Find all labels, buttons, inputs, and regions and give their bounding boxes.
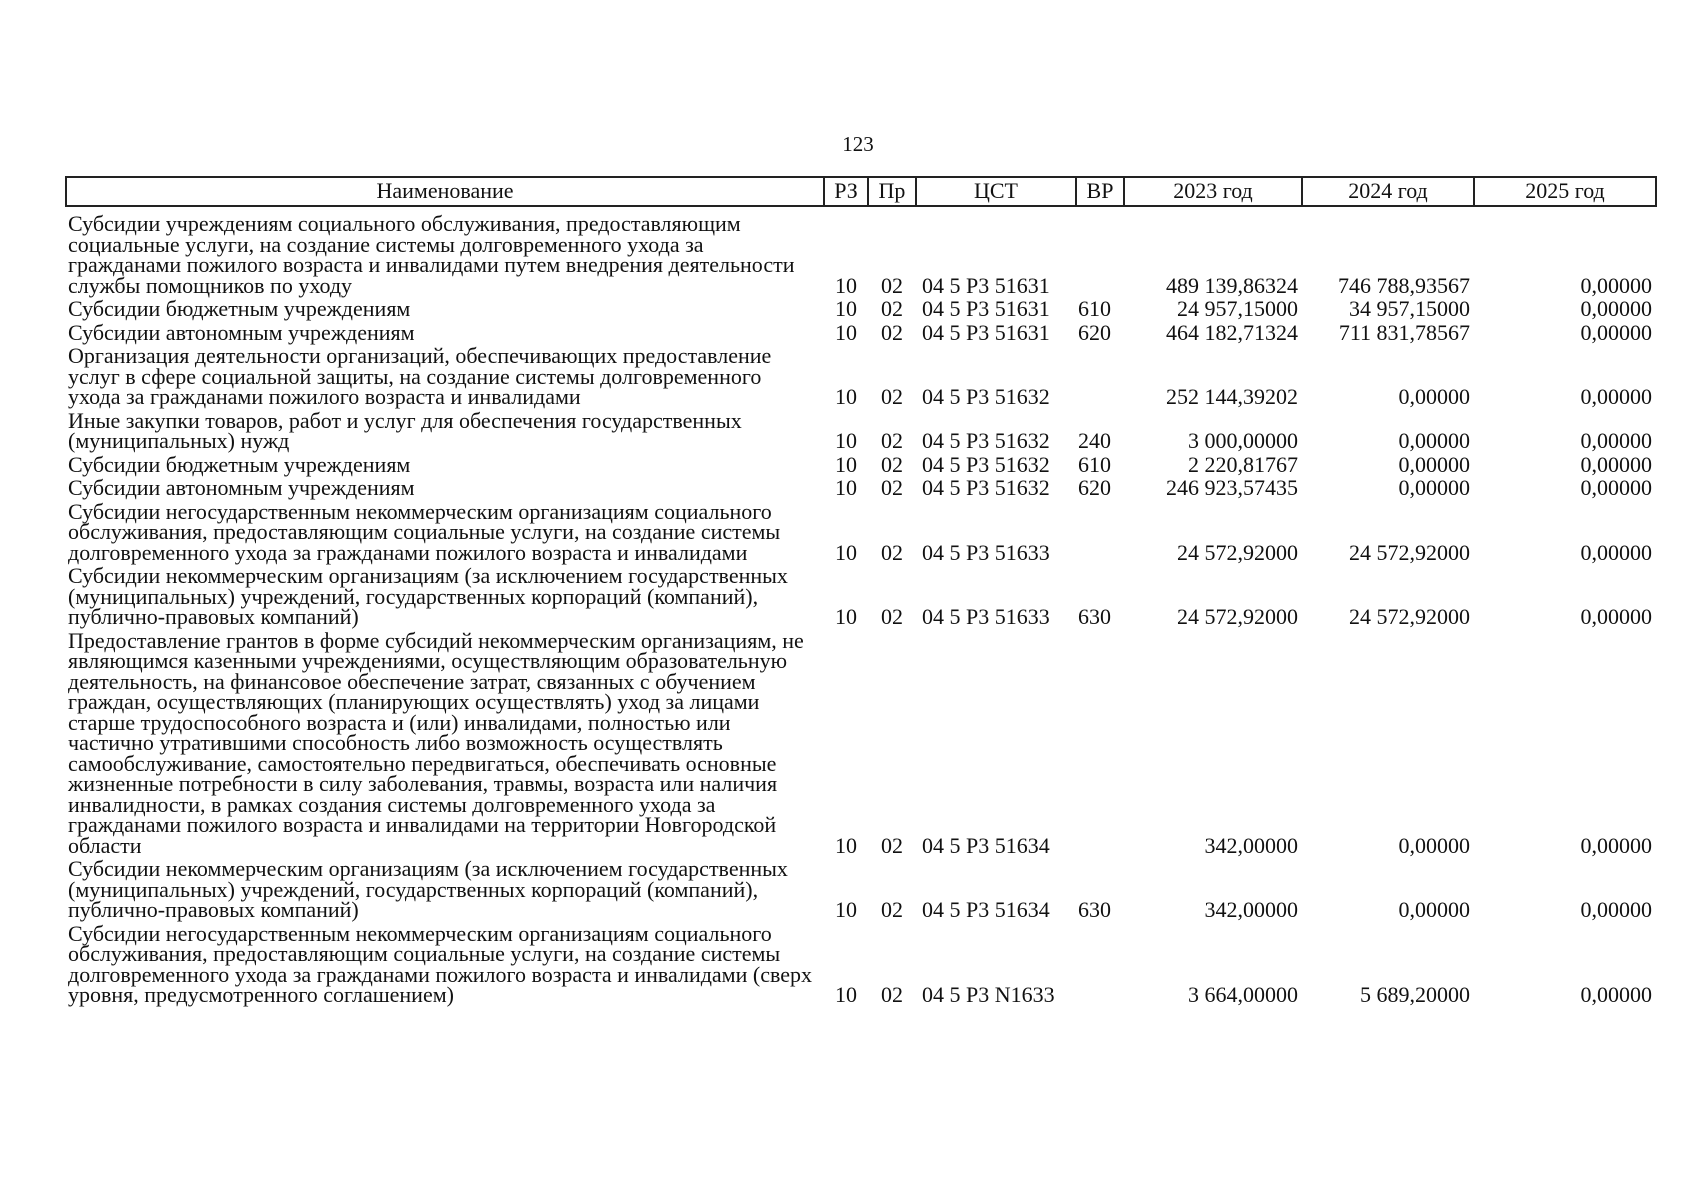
row-rz: 10 [835,319,857,345]
row-amount-2025: 0,00000 [1580,428,1652,453]
row-rz: 10 [835,982,857,1007]
row-vr: 630 [1078,897,1111,922]
row-amount-2025: 0,00000 [1580,475,1652,500]
row-pr: 02 [881,428,903,453]
row-rz: 10 [835,451,857,477]
table-row [66,454,1656,478]
table-row [66,477,1656,501]
row-amount-2025: 0,00000 [1580,296,1652,321]
page-number: 123 [842,132,874,156]
row-pr: 02 [881,475,903,500]
row-pr: 02 [881,897,903,922]
row-cst: 04 5 Р3 51631 [922,296,1050,321]
row-amount-2023: 3 664,00000 [1188,982,1298,1007]
row-amount-2025: 0,00000 [1580,272,1652,298]
row-amount-2024: 0,00000 [1398,897,1470,922]
row-rz: 10 [835,384,857,409]
header-2025: 2025 год [1474,177,1656,206]
row-rz: 10 [835,897,857,922]
row-amount-2024: 24 572,92000 [1349,539,1470,565]
row-pr: 02 [881,296,903,321]
row-amount-2025: 0,00000 [1580,604,1652,629]
row-name: Субсидии учреждениям социального обслуживания, предоставляющим социальные услуги, на создание системы долговременного ухода за гражданами пожилого возраста и инвалидами путем внедрения деятельности службы помощников по уходу [68,211,795,298]
row-name: Предоставление грантов в форме субсидий некоммерческим организациям, не являющимся казенными учреждениями, осуществляющим образовательную деятельность, на финансовое обеспечение затрат, связанных с обучением граждан, осуществляющих (планирующих осуществлять) уход за лицами старше трудоспособного возраста и (или) инвалидами, полностью или частично утратившими способность либо возможность осуществлять самообслуживание, самостоятельно передвигаться, обеспечивать основные жизненные потребности в силу заболевания, травмы, возраста или наличия инвалидности, в рамках создания системы долговременного ухода за гражданами пожилого возраста и инвалидами на территории Новгородской области [68,627,804,858]
row-pr: 02 [881,384,903,409]
row-vr [1076,206,1124,298]
row-rz: 10 [835,272,857,298]
row-vr [1076,630,1124,859]
row-amount-2024: 0,00000 [1398,428,1470,453]
row-amount-2023: 464 182,71324 [1166,319,1298,345]
row-amount-2025: 0,00000 [1580,897,1652,922]
row-name: Субсидии негосударственным некоммерческим организациям социального обслуживания, предоставляющим социальные услуги, на создание системы долговременного ухода за гражданами пожилого возраста и инвалидами [68,498,781,565]
header-2024: 2024 год [1302,177,1474,206]
row-cst: 04 5 Р3 51631 [922,272,1050,298]
row-vr [1076,923,1124,1008]
row-amount-2024: 0,00000 [1398,451,1470,477]
row-cst: 04 5 Р3 51632 [922,384,1050,409]
row-cst: 04 5 Р3 51634 [922,832,1050,858]
row-amount-2024: 24 572,92000 [1349,604,1470,629]
row-rz: 10 [835,296,857,321]
header-2023: 2023 год [1124,177,1302,206]
row-pr: 02 [881,451,903,477]
row-amount-2023: 3 000,00000 [1188,428,1298,453]
row-amount-2024: 34 957,15000 [1349,296,1470,321]
row-amount-2024: 0,00000 [1398,475,1470,500]
row-name: Субсидии некоммерческим организациям (за исключением государственных (муниципальных) учреждений, государственных корпораций (компаний), публично-правовых компаний) [68,563,788,629]
row-vr [1076,501,1124,566]
row-amount-2025: 0,00000 [1580,539,1652,565]
table-row [66,345,1656,410]
row-amount-2023: 2 220,81767 [1188,451,1298,477]
row-vr: 240 [1078,428,1111,453]
row-amount-2023: 252 144,39202 [1166,384,1298,409]
table-body [66,206,1656,1008]
row-pr: 02 [881,604,903,629]
row-amount-2025: 0,00000 [1580,319,1652,345]
row-amount-2023: 489 139,86324 [1166,272,1298,298]
row-amount-2025: 0,00000 [1580,982,1652,1007]
row-name: Организация деятельности организаций, обеспечивающих предоставление услуг в сфере социальной защиты, на создание системы долговременного ухода за гражданами пожилого возраста и инвалидами [68,343,772,409]
row-amount-2023: 24 572,92000 [1177,604,1298,629]
row-cst: 04 5 Р3 51631 [922,319,1050,345]
row-name: Субсидии бюджетным учреждениям [68,296,411,321]
row-rz: 10 [835,475,857,500]
row-rz: 10 [835,539,857,565]
row-cst: 04 5 Р3 51632 [922,451,1050,477]
row-name: Субсидии негосударственным некоммерческим организациям социального обслуживания, предоставляющим социальные услуги, на создание системы долговременного ухода за гражданами пожилого возраста и инвалидами (сверх уровня, предусмотренного соглашением) [68,920,812,1007]
row-amount-2023: 342,00000 [1204,832,1298,858]
row-pr: 02 [881,319,903,345]
row-cst: 04 5 Р3 N1633 [922,982,1055,1007]
row-amount-2025: 0,00000 [1580,384,1652,409]
row-name: Субсидии некоммерческим организациям (за исключением государственных (муниципальных) учреждений, государственных корпораций (компаний), публично-правовых компаний) [68,856,788,922]
row-cst: 04 5 Р3 51632 [922,475,1050,500]
row-amount-2023: 246 923,57435 [1166,475,1298,500]
row-amount-2024: 711 831,78567 [1338,319,1470,345]
row-amount-2024: 5 689,20000 [1360,982,1470,1007]
row-amount-2024: 746 788,93567 [1338,272,1470,298]
row-amount-2025: 0,00000 [1580,832,1652,858]
row-vr: 630 [1078,604,1111,629]
row-vr: 610 [1078,451,1111,477]
row-amount-2024: 0,00000 [1398,832,1470,858]
row-vr: 620 [1078,475,1111,500]
row-amount-2023: 24 957,15000 [1177,296,1298,321]
table-row [66,206,1656,298]
row-pr: 02 [881,272,903,298]
row-vr: 620 [1078,319,1111,345]
table-row [66,858,1656,923]
table-row [66,410,1656,454]
row-pr: 02 [881,539,903,565]
row-name: Субсидии автономным учреждениям [68,319,415,345]
row-vr [1076,345,1124,410]
row-pr: 02 [881,832,903,858]
table-header [66,177,1656,206]
row-rz: 10 [835,428,857,453]
row-name: Субсидии автономным учреждениям [68,475,415,500]
table-row [66,298,1656,322]
header-vr: ВР [1076,177,1124,206]
row-name: Иные закупки товаров, работ и услуг для обеспечения государственных (муниципальных) нужд [68,407,742,453]
row-vr: 610 [1078,296,1111,321]
row-amount-2025: 0,00000 [1580,451,1652,477]
table-row [66,923,1656,1008]
budget-table [65,176,1657,1008]
table-row [66,322,1656,346]
table-row [66,630,1656,859]
table-row [66,501,1656,566]
table-row [66,565,1656,630]
header-name: Наименование [66,177,824,206]
header-rz: РЗ [824,177,868,206]
row-pr: 02 [881,982,903,1007]
row-cst: 04 5 Р3 51632 [922,428,1050,453]
row-name: Субсидии бюджетным учреждениям [68,451,411,477]
row-amount-2024: 0,00000 [1398,384,1470,409]
header-pr: Пр [868,177,916,206]
header-cst: ЦСТ [916,177,1076,206]
row-cst: 04 5 Р3 51634 [922,897,1050,922]
row-rz: 10 [835,832,857,858]
row-rz: 10 [835,604,857,629]
row-cst: 04 5 Р3 51633 [922,604,1050,629]
row-amount-2023: 24 572,92000 [1177,539,1298,565]
row-cst: 04 5 Р3 51633 [922,539,1050,565]
row-amount-2023: 342,00000 [1204,897,1298,922]
